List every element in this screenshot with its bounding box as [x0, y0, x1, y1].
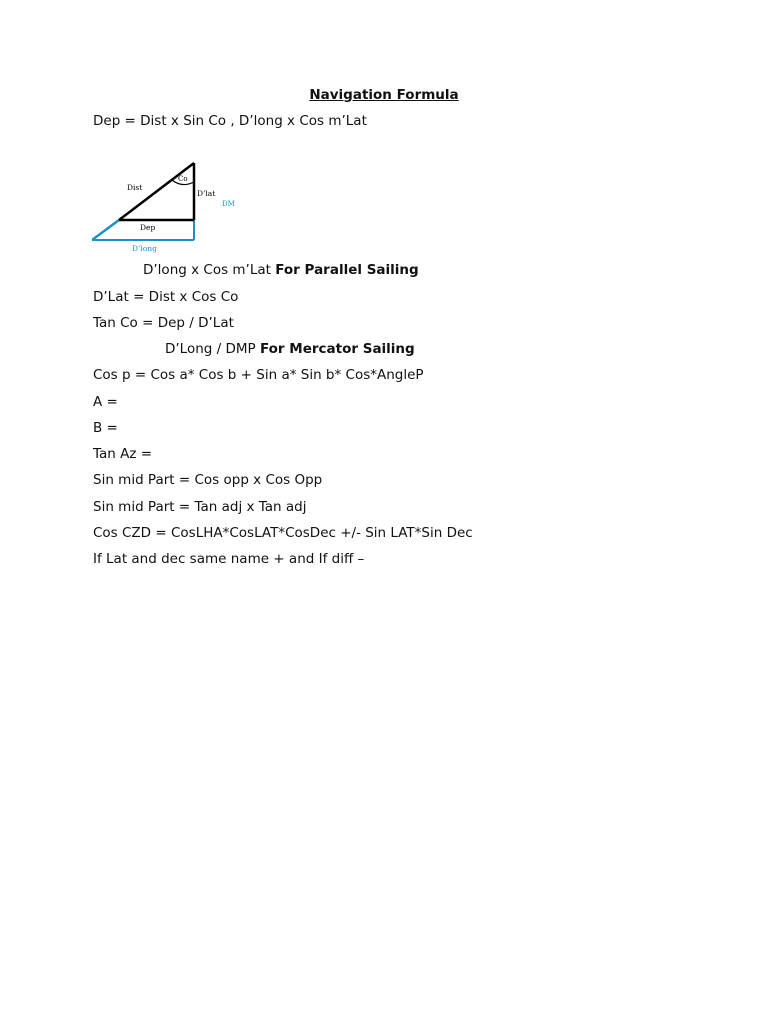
- dlat-formula: D’Lat = Dist x Cos Co: [93, 289, 239, 305]
- parallel-formula: D’long x Cos m’Lat: [143, 262, 276, 278]
- tanco-formula: Tan Co = Dep / D’Lat: [93, 315, 234, 331]
- dlat-label: D’lat: [197, 189, 216, 198]
- dlong-label: D’long: [132, 244, 157, 253]
- a-formula: A =: [93, 394, 118, 410]
- sign-rule-text: If Lat and dec same name + and If diff –: [93, 551, 365, 567]
- napier-cos-rule: Sin mid Part = Cos opp x Cos Opp: [93, 472, 323, 488]
- cosp-formula: Cos p = Cos a* Cos b + Sin a* Sin b* Cos*AngleP: [93, 367, 424, 383]
- dist-label: Dist: [127, 183, 143, 192]
- parallel-sailing-line: [143, 261, 419, 279]
- tanaz-formula: Tan Az =: [93, 446, 153, 462]
- parallel-sailing-label: For Parallel Sailing: [275, 262, 419, 278]
- dep-formula: Dep = Dist x Sin Co , D’long x Cos m’Lat: [93, 113, 367, 129]
- mercator-formula: D’Long / DMP: [165, 341, 260, 357]
- mercator-sailing-label: For Mercator Sailing: [259, 341, 415, 357]
- dep-label: Dep: [140, 223, 156, 232]
- dlong-extension-line: [92, 220, 119, 240]
- mercator-sailing-line: [165, 340, 415, 358]
- co-label: Co: [178, 175, 188, 183]
- czd-formula: Cos CZD = CosLHA*CosLAT*CosDec +/- Sin LAT*Sin Dec: [93, 525, 473, 541]
- page-title: Navigation Formula: [309, 87, 459, 103]
- dm-label: DM: [222, 200, 235, 208]
- sailing-triangle-diagram: [92, 158, 237, 254]
- napier-tan-rule: Sin mid Part = Tan adj x Tan adj: [93, 499, 307, 515]
- b-formula: B =: [93, 420, 118, 436]
